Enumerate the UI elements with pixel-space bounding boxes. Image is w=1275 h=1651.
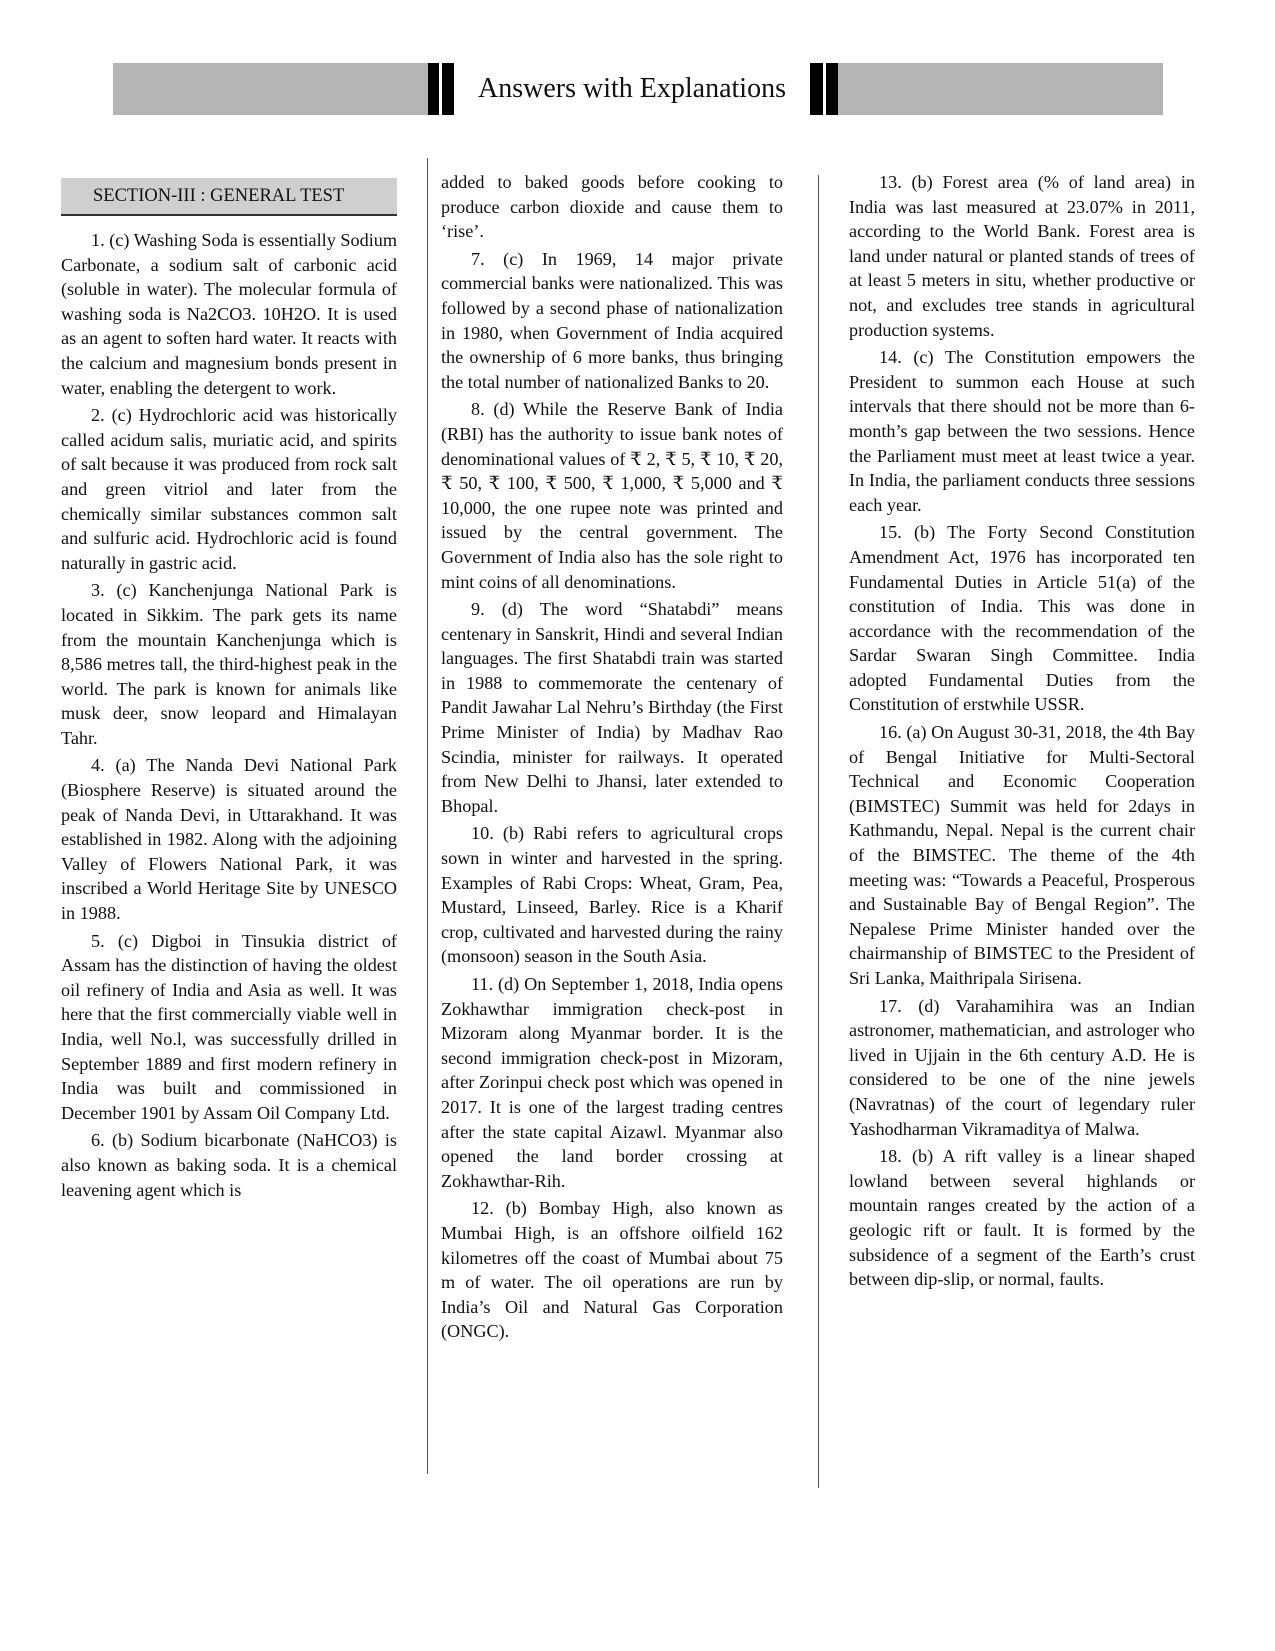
column-2 xyxy=(441,170,783,1347)
answer-5: 5. (c) Digboi in Tinsukia district of Assam has the distinction of having the oldest oil refinery of India and Asia as well. It was here that the first commercially viable well in India, well No.l, was successfully drilled in September 1889 and first modern refinery in India was built and commissioned in December 1901 by Assam Oil Company Ltd. xyxy=(61,930,397,1123)
answer-17: 17. (d) Varahamihira was an Indian astronomer, mathematician, and astrologer who lived in Ujjain in the 6th century A.D. He is considered to be one of the nine jewels (Navratnas) of the court of legendary ruler Yashodharman Vikramaditya of Malwa. xyxy=(849,995,1195,1139)
column-divider-1 xyxy=(427,158,428,1474)
section-title: SECTION-III : GENERAL TEST xyxy=(61,178,397,216)
page-title: Answers with Explanations xyxy=(478,73,786,104)
answer-6-continued: added to baked goods before cooking to produce carbon dioxide and cause them to ‘rise’. xyxy=(441,172,783,242)
answer-13: 13. (b) Forest area (% of land area) in India was last measured at 23.07% in 2011, according to the World Bank. Forest area is land under natural or planted stands of trees of at least 5 meters in situ, whether productive or not, and excludes tree stands in agricultural production systems. xyxy=(849,172,1195,340)
answer-10: 10. (b) Rabi refers to agricultural crops sown in winter and harvested in the spring. Examples of Rabi Crops: Wheat, Gram, Pea, Mustard, Linseed, Barley. Rice is a Kharif crop, cultivated and harvested during the rainy (monsoon) season in the South Asia. xyxy=(441,823,783,967)
answer-16: 16. (a) On August 30-31, 2018, the 4th Bay of Bengal Initiative for Multi-Sectoral Technical and Economic Cooperation (BIMSTEC) Summit was held for 2days in Kathmandu, Nepal. Nepal is the current chair of the BIMSTEC. The theme of the 4th meeting was: “Towards a Peaceful, Prosperous and Sustainable Bay of Bengal Region”. The Nepalese Prime Minister handed over the chairmanship of BIMSTEC to the President of Sri Lanka, Maithripala Sirisena. xyxy=(849,722,1195,988)
answer-9: 9. (d) The word “Shatabdi” means centenary in Sanskrit, Hindi and several Indian languages. The first Shatabdi train was started in 1988 to commemorate the centenary of Pandit Jawahar Lal Nehru’s Birthday (the First Prime Minister of India) by Madhav Rao Scindia, minister for railways. It operated from New Delhi to Jhansi, later extended to Bhopal. xyxy=(441,599,783,816)
answer-6: 6. (b) Sodium bicarbonate (NaHCO3) is also known as baking soda. It is a chemical leavening agent which is xyxy=(61,1130,397,1200)
header-left-block xyxy=(428,63,454,115)
column-3 xyxy=(849,170,1195,1295)
answer-7: 7. (c) In 1969, 14 major private commercial banks were nationalized. This was followed by a second phase of nationalization in 1980, when Government of India acquired the ownership of 6 more banks, thus bringing the total number of nationalized Banks to 20. xyxy=(441,248,783,392)
column-divider-2 xyxy=(818,175,819,1488)
answer-4: 4. (a) The Nanda Devi National Park (Biosphere Reserve) is situated around the peak of Nanda Devi, in Uttarakhand. It was established in 1982. Along with the adjoining Valley of Flowers National Park, it was inscribed a World Heritage Site by UNESCO in 1988. xyxy=(61,755,397,924)
column-1 xyxy=(61,170,397,1205)
answer-1: 1. (c) Washing Soda is essentially Sodium Carbonate, a sodium salt of carbonic acid (soluble in water). The molecular formula of washing soda is Na2CO3. 10H2O. It is used as an agent to soften hard water. It reacts with the calcium and magnesium bonds present in water, enabling the detergent to work. xyxy=(61,230,397,398)
answer-15: 15. (b) The Forty Second Constitution Amendment Act, 1976 has incorporated ten Fundamental Duties in Article 51(a) of the constitution of India. This was done in accordance with the recommendation of the Sardar Swaran Singh Committee. India adopted Fundamental Duties from the Constitution of erstwhile USSR. xyxy=(849,522,1195,715)
answer-11: 11. (d) On September 1, 2018, India opens Zokhawthar immigration check-post in Mizoram along Myanmar border. It is the second immigration check-post in Mizoram, after Zorinpui check post which was opened in 2017. It is one of the largest trading centres after the state capital Aizawl. Myanmar also opened the land border crossing at Zokhawthar-Rih. xyxy=(441,974,783,1191)
answer-8: 8. (d) While the Reserve Bank of India (RBI) has the authority to issue bank notes of denominational values of ₹ 2, ₹ 5, ₹ 10, ₹ 20, ₹ 50, ₹ 100, ₹ 500, ₹ 1,000, ₹ 5,000 and ₹ 10,000, the one rupee note was printed and issued by the central government. The Government of India also has the sole right to mint coins of all denominations. xyxy=(441,399,783,592)
answer-18: 18. (b) A rift valley is a linear shaped lowland between several highlands or mountain ranges created by the action of a geologic rift or fault. It is formed by the subsidence of a segment of the Earth’s crust between dip-slip, or normal, faults. xyxy=(849,1146,1195,1290)
answer-2: 2. (c) Hydrochloric acid was historically called acidum salis, muriatic acid, and spirits of salt because it was produced from rock salt and green vitriol and later from the chemically similar substances common salt and sulfuric acid. Hydrochloric acid is found naturally in gastric acid. xyxy=(61,405,397,573)
header-right-block xyxy=(810,63,838,115)
answer-14: 14. (c) The Constitution empowers the President to summon each House at such intervals that there should not be more than 6-month’s gap between the two sessions. Hence the Parliament must meet at least twice a year. In India, the parliament conducts three sessions each year. xyxy=(849,347,1195,515)
answer-3: 3. (c) Kanchenjunga National Park is located in Sikkim. The park gets its name from the mountain Kanchenjunga which is 8,586 metres tall, the third-highest peak in the world. The park is known for animals like musk deer, snow leopard and Himalayan Tahr. xyxy=(61,580,397,748)
answer-12: 12. (b) Bombay High, also known as Mumbai High, is an offshore oilfield 162 kilometres off the coast of Mumbai about 75 m of water. The oil operations are run by India’s Oil and Natural Gas Corporation (ONGC). xyxy=(441,1198,783,1342)
